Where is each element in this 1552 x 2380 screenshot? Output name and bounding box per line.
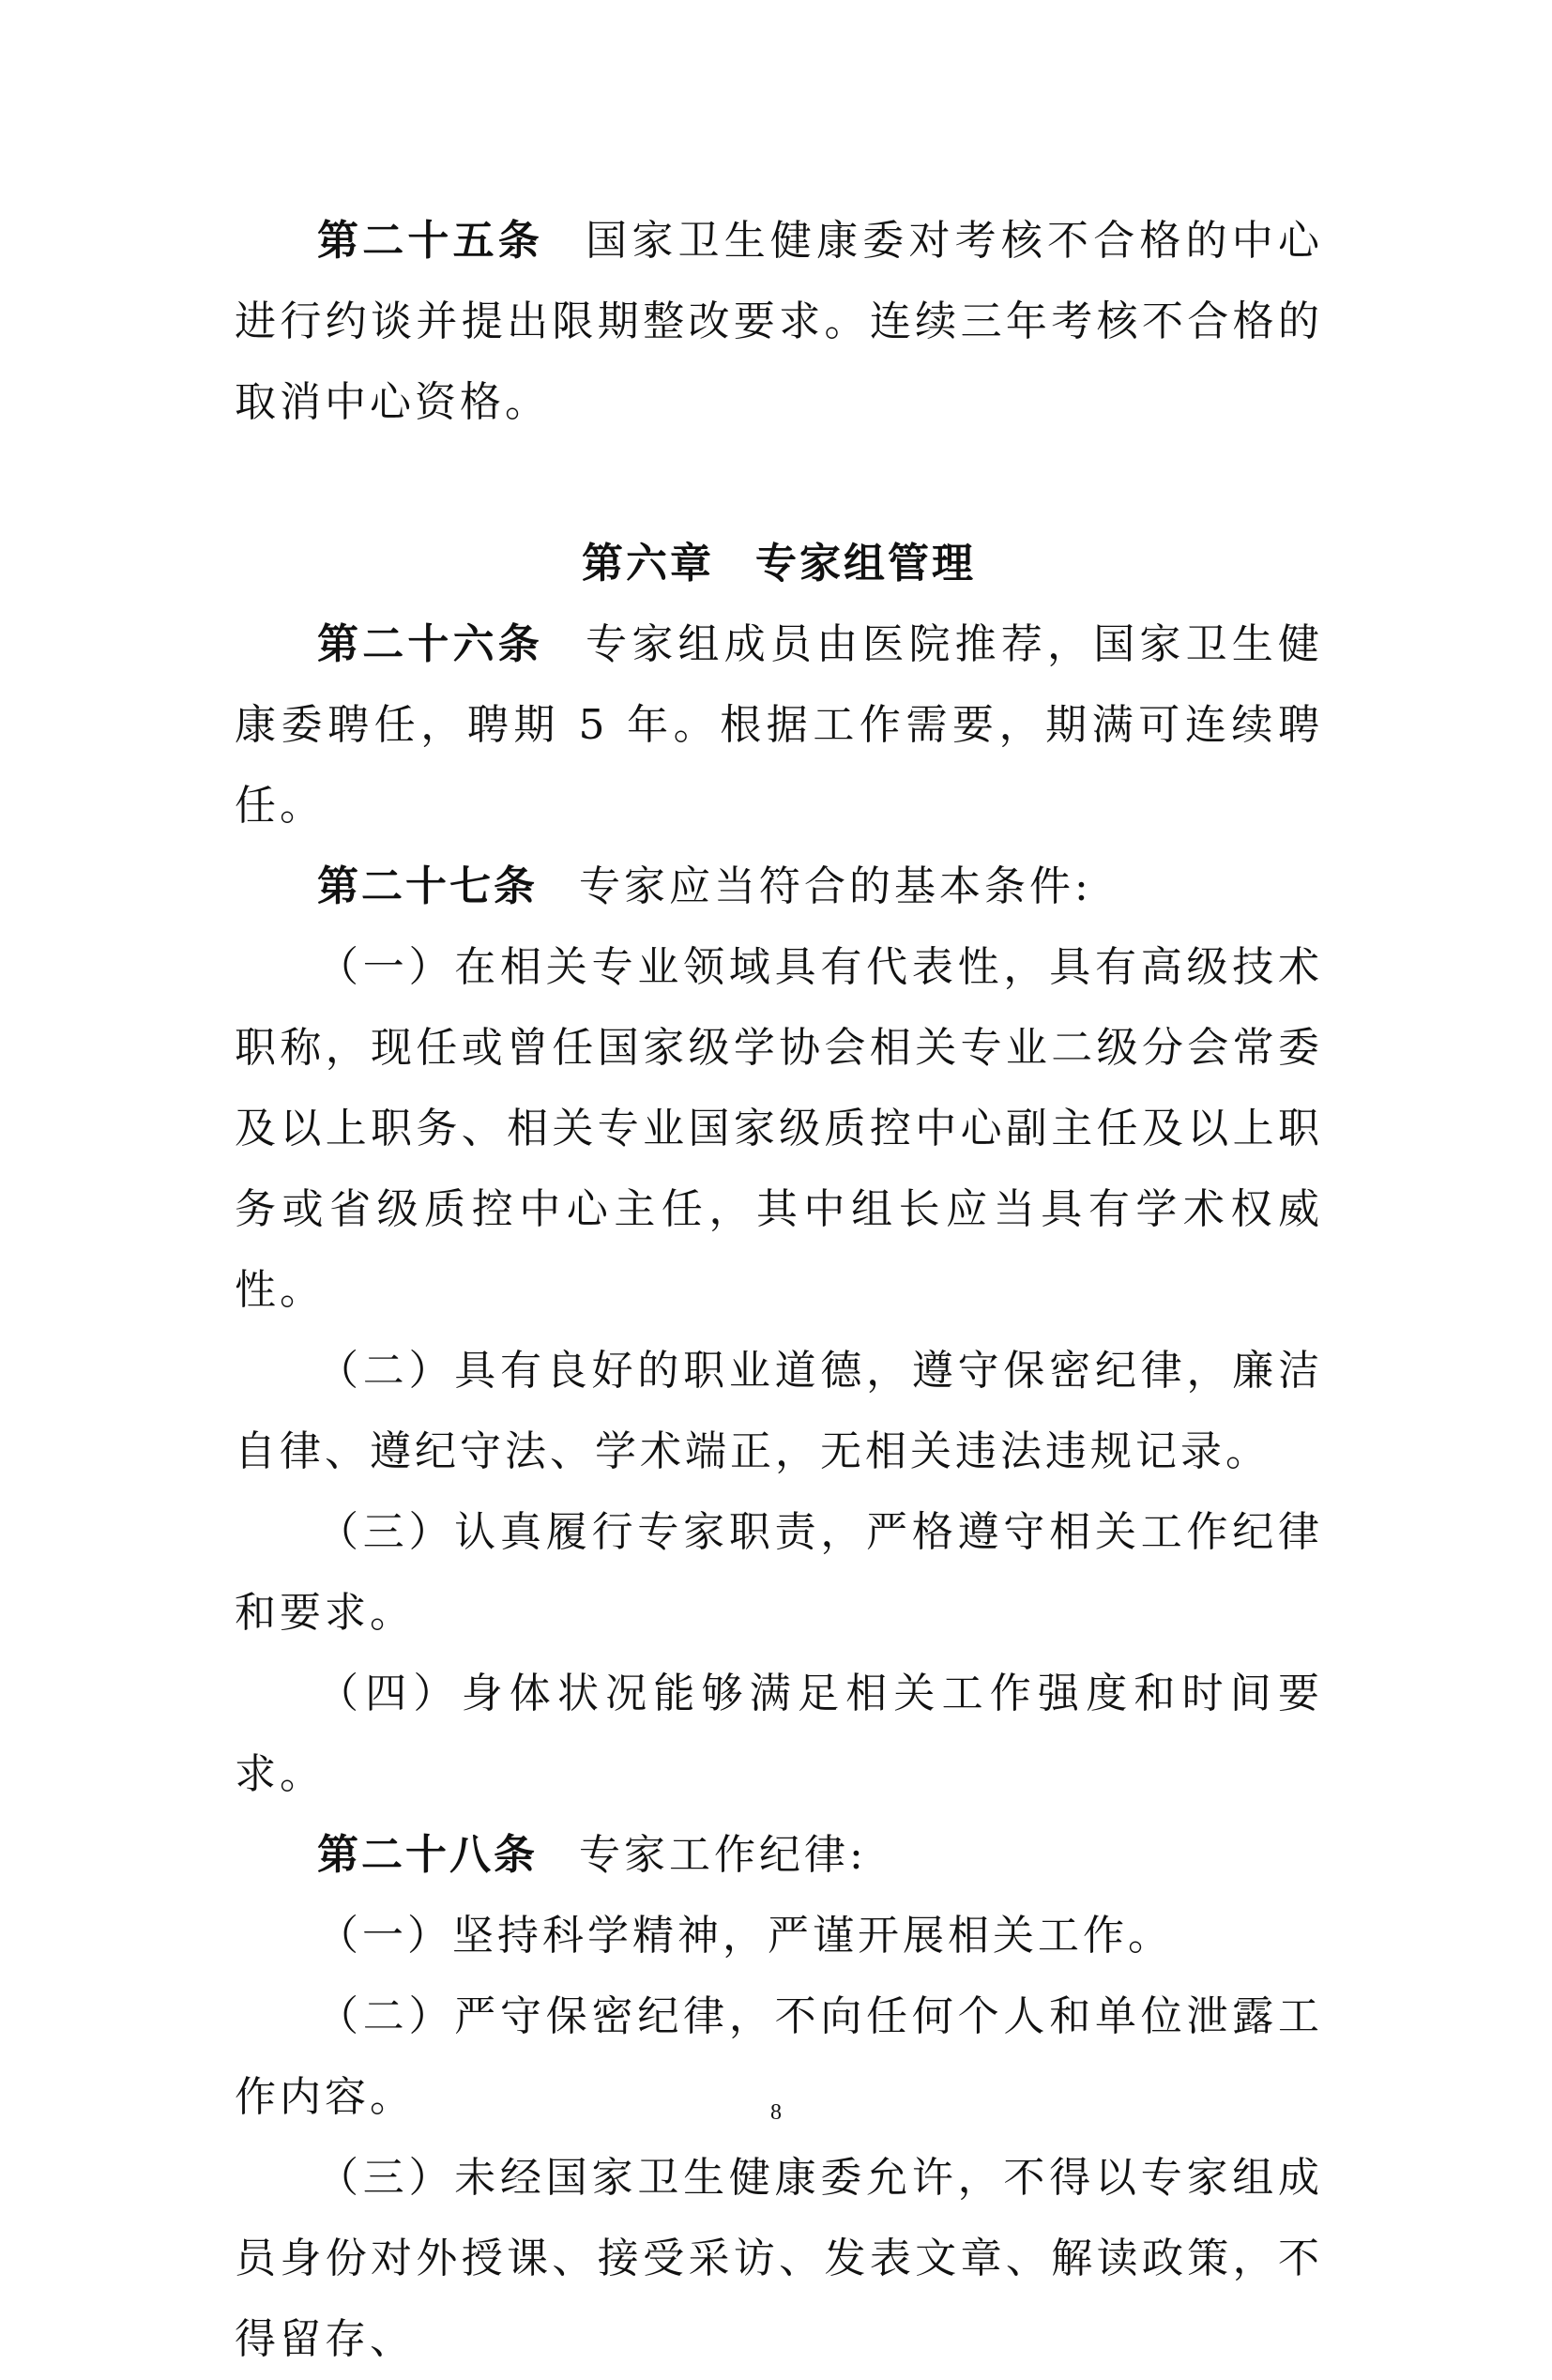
article-25 [235, 201, 1323, 443]
article-27 [235, 847, 1323, 927]
article-26-heading: 第二十六条 [317, 620, 543, 668]
article-27-heading: 第二十七条 [317, 862, 538, 910]
page-number: 8 [770, 2100, 782, 2125]
article-27-item-1: （一）在相关专业领域具有代表性，具有高级技术职称，现任或曾任国家级学协会相关专业二级分会常委及以上职务、相关专业国家级质控中心副主任及以上职务或省级质控中心主任，其中组长应当具有学术权威性。 [235, 943, 1323, 1314]
article-26-text: 专家组成员由医院推荐，国家卫生健康委聘任，聘期 5 年。根据工作需要，期满可连续聘任。 [235, 620, 1323, 830]
article-25-text: 国家卫生健康委对考核不合格的中心进行约谈并提出限期整改要求。连续三年考核不合格的取消中心资格。 [235, 217, 1323, 426]
article-27-item-4: （四）身体状况能够满足相关工作强度和时间要求。 [235, 1670, 1323, 1798]
chapter-6-title [235, 524, 1323, 604]
article-28-heading: 第二十八条 [317, 1831, 538, 1879]
article-28-item-1: （一）坚持科学精神，严谨开展相关工作。 [317, 1912, 1173, 1960]
article-27-text: 专家应当符合的基本条件: [579, 862, 1092, 910]
article-27-item-3: （三）认真履行专家职责，严格遵守相关工作纪律和要求。 [235, 1508, 1323, 1637]
article-28 [235, 1815, 1323, 1896]
chapter-6-name: 专家组管理 [755, 540, 976, 587]
article-28-item-3: （三）未经国家卫生健康委允许，不得以专家组成员身份对外授课、接受采访、发表文章、解读政策，不得留存、 [235, 2154, 1323, 2363]
article-28-item-2: （二）严守保密纪律，不向任何个人和单位泄露工作内容。 [235, 1992, 1323, 2121]
article-25-heading: 第二十五条 [317, 217, 543, 265]
article-26 [235, 604, 1323, 847]
article-27-item-2: （二）具有良好的职业道德，遵守保密纪律，廉洁自律、遵纪守法、学术端正，无相关违法违规记录。 [235, 1347, 1323, 1475]
article-28-text: 专家工作纪律: [579, 1831, 867, 1879]
chapter-6-number: 第六章 [582, 540, 714, 587]
document-body [235, 201, 1323, 2380]
